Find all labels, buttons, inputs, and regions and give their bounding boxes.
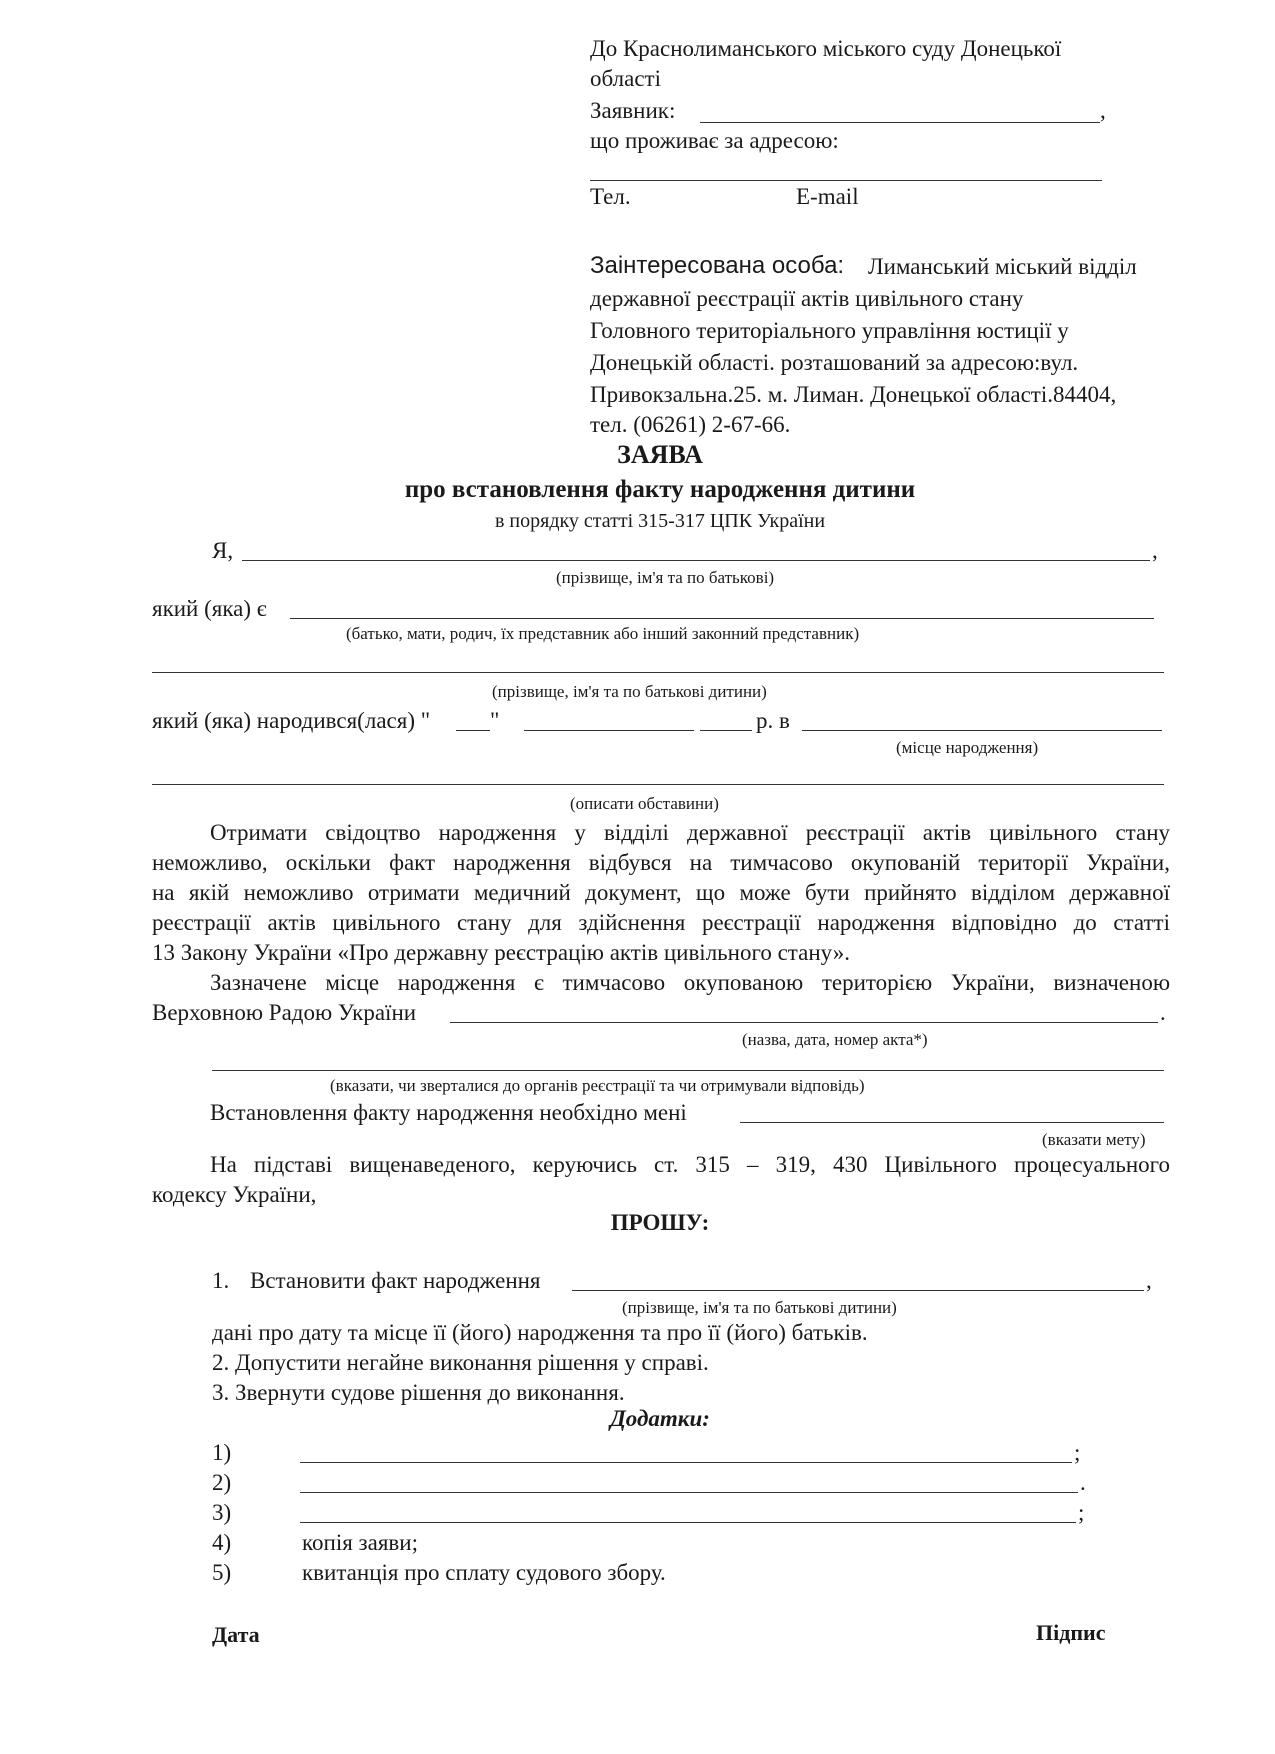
attachment-1-end: ; (1074, 1440, 1081, 1465)
attachment-3-number: 3) (212, 1500, 232, 1525)
attachment-4-text: копія заяви; (302, 1530, 418, 1555)
attachment-4-number: 4) (212, 1530, 232, 1555)
p1-line-3: на якій неможливо отримати медичний документ, що може бути прийнято відділом державної (152, 880, 1170, 905)
document-title: ЗАЯВА (617, 440, 703, 469)
court-line-1: До Краснолиманського міського суду Донецької (590, 36, 1062, 61)
interested-line-3: Головного територіального управління юстиції у (590, 318, 1069, 343)
item1-label: Встановити факт народження (250, 1268, 541, 1293)
email-label: E-mail (796, 184, 859, 209)
attachment-2-number: 2) (212, 1470, 232, 1495)
child-name-field[interactable] (152, 672, 1164, 673)
p1-line-2: неможливо, оскільки факт народження відбувся на тимчасово окупованій території України, (152, 850, 1170, 875)
document-note: в порядку статті 315-317 ЦПК України (494, 510, 826, 532)
attachment-2-field[interactable] (300, 1492, 1078, 1493)
p2-end: . (1160, 1000, 1166, 1025)
attachment-3-end: ; (1078, 1500, 1085, 1525)
request-title: ПРОШУ: (610, 1210, 710, 1235)
applicant-end: , (1100, 98, 1106, 123)
p3-line-2: кодексу України, (152, 1182, 317, 1207)
interested-line-1: Лиманський міський відділ (868, 254, 1137, 279)
applicant-label: Заявник: (590, 98, 676, 123)
i-label: Я, (212, 538, 234, 563)
born-year-label: р. в (756, 708, 790, 733)
act-field[interactable] (450, 1022, 1158, 1023)
circumstances-caption: (описати обставини) (570, 794, 719, 813)
applicant-field[interactable] (700, 122, 1100, 123)
born-label: який (яка) народився(лася) " (152, 708, 431, 733)
interested-line-2: державної реєстрації актів цивільного стану (590, 286, 1024, 311)
who-caption: (батько, мати, родич, їх представник або інший законний представник) (346, 624, 860, 643)
purpose-label: Встановлення факту народження необхідно мені (210, 1100, 687, 1125)
child-caption: (прізвище, ім'я та по батькові дитини) (492, 682, 767, 701)
document-subtitle: про встановлення факту народження дитини (404, 476, 916, 503)
i-end: , (1152, 538, 1158, 563)
birth-year-field[interactable] (700, 730, 752, 731)
residence-label: що проживає за адресою: (590, 128, 839, 153)
i-caption: (прізвище, ім'я та по батькові) (556, 568, 775, 587)
attachment-3-field[interactable] (300, 1522, 1076, 1523)
birth-place-field[interactable] (802, 730, 1162, 731)
court-line-2: області (590, 66, 661, 91)
signature-label: Підпис (1036, 1620, 1106, 1645)
p1-line-5: 13 Закону України «Про державну реєстрацію актів цивільного стану». (152, 940, 850, 965)
p1-line-4: реєстрації актів цивільного стану для здійснення реєстрації народження відповідно до статті (152, 910, 1170, 935)
p3-line-1: На підставі вищенаведеного, керуючись ст. 315 – 319, 430 Цивільного процесуального (210, 1152, 1170, 1177)
interested-line-6: тел. (06261) 2-67-66. (590, 412, 791, 437)
purpose-field[interactable] (740, 1122, 1164, 1123)
attachment-5-text: квитанція про сплату судового збору. (302, 1560, 666, 1585)
registry-field[interactable] (212, 1070, 1164, 1071)
attachment-1-field[interactable] (300, 1462, 1072, 1463)
registry-caption: (вказати, чи зверталися до органів реєстрації та чи отримували відповідь) (330, 1076, 865, 1095)
p2-line-1: Зазначене місце народження є тимчасово окупованою територією України, визначеною (210, 970, 1170, 995)
item1-caption: (прізвище, ім'я та по батькові дитини) (622, 1298, 897, 1317)
item1-continuation: дані про дату та місце її (його) народження та про її (його) батьків. (212, 1320, 868, 1345)
attachments-title: Додатки: (610, 1406, 710, 1431)
birth-month-field[interactable] (524, 730, 694, 731)
attachment-1-number: 1) (212, 1440, 232, 1465)
item1-field[interactable] (572, 1290, 1144, 1291)
act-caption: (назва, дата, номер акта*) (742, 1030, 928, 1049)
attachment-2-end: . (1080, 1470, 1086, 1495)
item1-end: , (1146, 1268, 1152, 1293)
request-item-3: 3. Звернути судове рішення до виконання. (212, 1380, 625, 1405)
interested-label: Заінтересована особа: (590, 252, 845, 279)
relation-field[interactable] (290, 618, 1154, 619)
born-quote: " (490, 708, 500, 733)
request-item-2: 2. Допустити негайне виконання рішення у справі. (212, 1350, 709, 1375)
item1-number: 1. (212, 1268, 230, 1293)
residence-field[interactable] (590, 180, 1102, 181)
tel-label: Тел. (590, 184, 631, 209)
birth-day-field[interactable] (456, 730, 490, 731)
attachment-5-number: 5) (212, 1560, 232, 1585)
circumstances-field[interactable] (152, 784, 1164, 785)
p2-line-2: Верховною Радою України (152, 1000, 417, 1025)
purpose-caption: (вказати мету) (1042, 1130, 1146, 1149)
interested-line-4: Донецькій області. розташований за адресою:вул. (590, 350, 1079, 375)
who-label: який (яка) є (152, 596, 267, 621)
place-caption: (місце народження) (896, 738, 1039, 757)
date-label: Дата (212, 1622, 260, 1647)
p1-line-1: Отримати свідоцтво народження у відділі державної реєстрації актів цивільного стану (210, 820, 1170, 845)
interested-line-5: Привокзальна.25. м. Лиман. Донецької області.84404, (590, 382, 1117, 407)
full-name-field[interactable] (242, 560, 1150, 561)
